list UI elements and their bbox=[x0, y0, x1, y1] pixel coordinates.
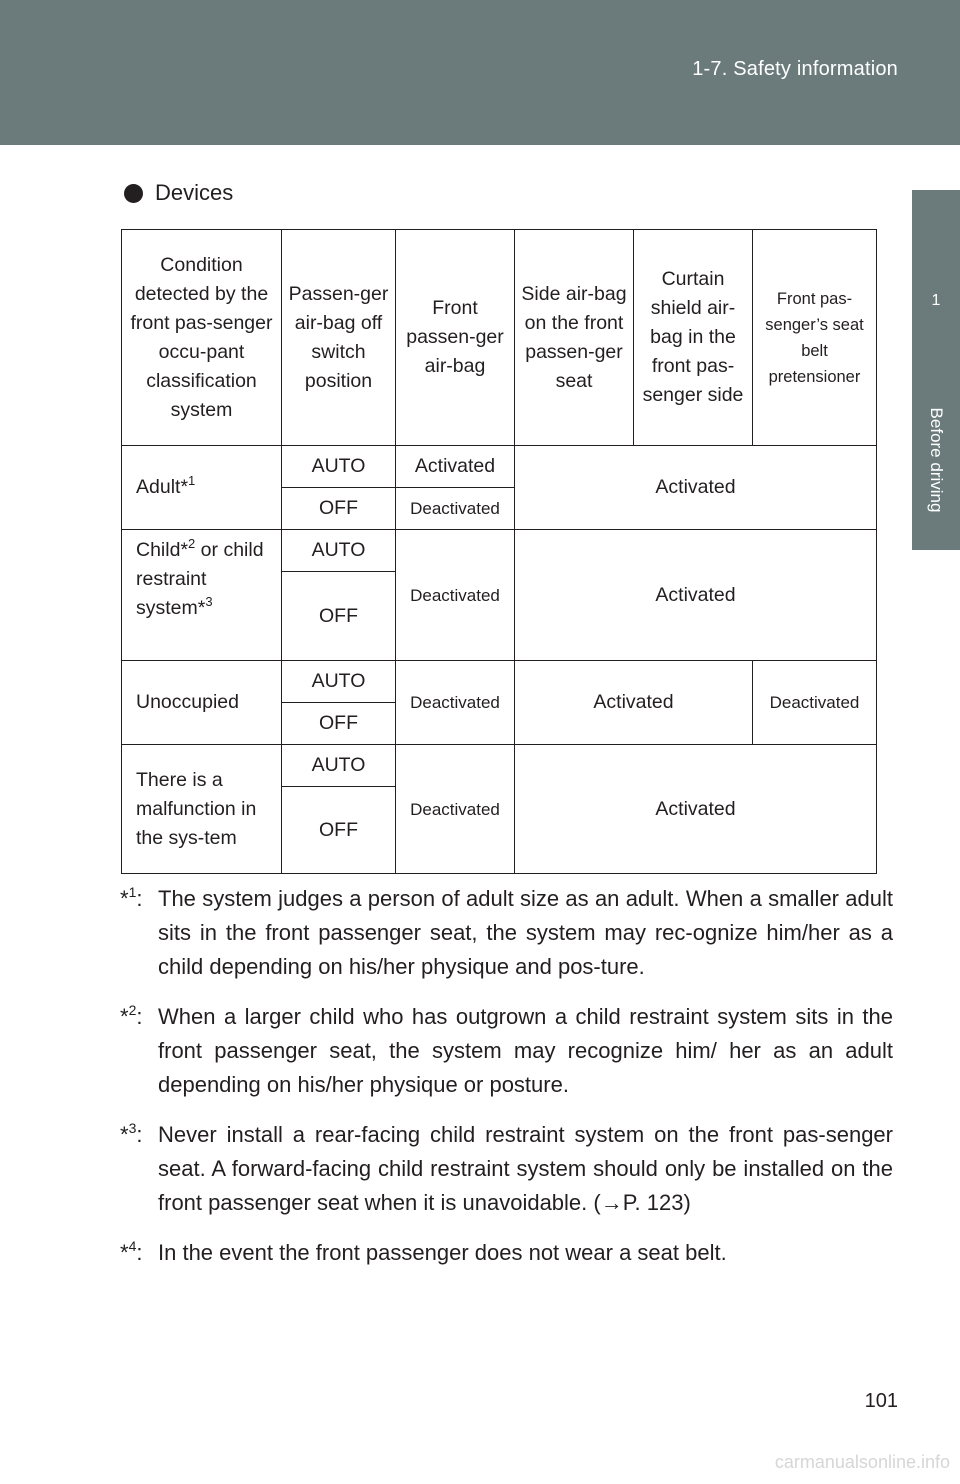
child-rest: Activated bbox=[515, 530, 877, 661]
footnote-text: In the event the front passenger does not wear a seat belt. bbox=[158, 1240, 727, 1265]
footnote bbox=[120, 1236, 893, 1270]
child-switch-off: OFF bbox=[282, 572, 396, 661]
unoccupied-front: Deactivated bbox=[396, 661, 515, 745]
table-row bbox=[122, 446, 877, 488]
footnote-text: The system judges a person of adult size as an adult. When a smaller adult sits in the front passenger seat, the system may rec-ognize him/her as a child depending on his/her physique and pos-ture. bbox=[158, 886, 893, 979]
footnote bbox=[120, 1118, 893, 1220]
child-front: Deactivated bbox=[396, 530, 515, 661]
bullet-icon bbox=[124, 184, 143, 203]
page-number: 101 bbox=[864, 1390, 898, 1412]
footnote bbox=[120, 882, 893, 984]
unoccupied-switch-off: OFF bbox=[282, 703, 396, 745]
footnote bbox=[120, 1000, 893, 1102]
row-child-label: Child*$^2$ or child restraint system*$^3$ bbox=[122, 530, 282, 661]
devices-heading-text: Devices bbox=[155, 180, 234, 205]
malfunction-rest: Activated bbox=[515, 745, 877, 874]
footnotes bbox=[120, 882, 893, 1286]
devices-heading bbox=[124, 180, 233, 206]
section-title: 1-7. Safety information bbox=[692, 58, 898, 80]
table-row bbox=[122, 745, 877, 787]
row-malfunction-label: There is a malfunction in the sys-tem bbox=[122, 745, 282, 874]
adult-rest: Activated bbox=[515, 446, 877, 530]
table-row bbox=[122, 661, 877, 703]
chapter-number: 1 bbox=[931, 292, 941, 309]
adult-front-off: Deactivated bbox=[396, 488, 515, 530]
malfunction-switch-off: OFF bbox=[282, 787, 396, 874]
table-header-row bbox=[122, 230, 877, 446]
unoccupied-pretensioner: Deactivated bbox=[753, 661, 877, 745]
row-adult-label: Adult*$^1$ bbox=[122, 446, 282, 530]
header-pretensioner: Front pas-senger’s seat belt pretensioner bbox=[753, 230, 877, 446]
unoccupied-switch-auto: AUTO bbox=[282, 661, 396, 703]
malfunction-front: Deactivated bbox=[396, 745, 515, 874]
header-switch: Passen-ger air-bag off switch position bbox=[282, 230, 396, 446]
header-curtain-airbag: Curtain shield air-bag in the front pas-senger side bbox=[634, 230, 753, 446]
adult-switch-off: OFF bbox=[282, 488, 396, 530]
row-unoccupied-label: Unoccupied bbox=[122, 661, 282, 745]
unoccupied-side-curtain: Activated bbox=[515, 661, 753, 745]
footnote-text: Never install a rear-facing child restraint system on the front pas-senger seat. A forward-facing child restraint system should only be installed on the front passenger seat when it is unavoidable. (→P. 123) bbox=[158, 1122, 893, 1215]
footnote-text: When a larger child who has outgrown a child restraint system sits in the front passenger seat, the system may recognize him/ her as an adult depending on his/her physique or posture. bbox=[158, 1004, 893, 1097]
malfunction-switch-auto: AUTO bbox=[282, 745, 396, 787]
table-row bbox=[122, 530, 877, 572]
child-switch-auto: AUTO bbox=[282, 530, 396, 572]
chapter-label: Before driving bbox=[927, 407, 946, 513]
adult-switch-auto: AUTO bbox=[282, 446, 396, 488]
header-condition: Condition detected by the front pas-senger occu-pant classification system bbox=[122, 230, 282, 446]
header-front-airbag: Front passen-ger air-bag bbox=[396, 230, 515, 446]
header-side-airbag: Side air-bag on the front passen-ger seat bbox=[515, 230, 634, 446]
footnote-mark: *$^4$: bbox=[120, 1238, 143, 1265]
footnote-mark: *$^1$: bbox=[120, 884, 143, 911]
device-table bbox=[121, 229, 877, 874]
footnote-mark: *$^2$: bbox=[120, 1002, 143, 1029]
chapter-tab bbox=[912, 190, 960, 380]
adult-front-auto: Activated bbox=[396, 446, 515, 488]
watermark: carmanualsonline.info bbox=[774, 1452, 950, 1472]
footnote-mark: *$^3$: bbox=[120, 1120, 143, 1147]
